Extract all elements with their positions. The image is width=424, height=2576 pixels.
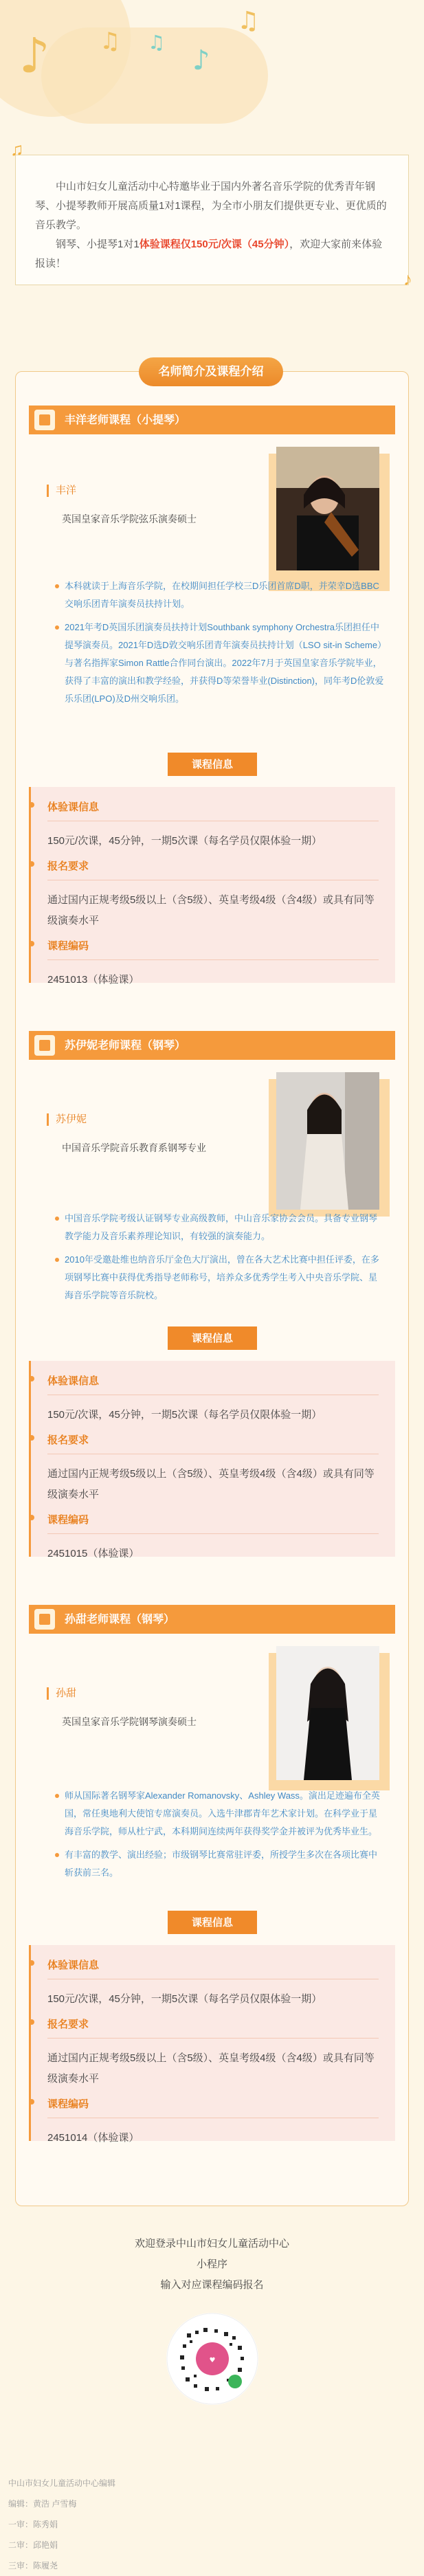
teacher-name: 丰洋 bbox=[47, 485, 76, 497]
teacher-title: 英国皇家音乐学院弦乐演奏硕士 bbox=[62, 513, 197, 524]
bio-item: 2021年考D英国乐团演奏员扶持计划Southbank symphony Orchestra乐团担任中提琴演奏员。2021年D选D敦交响乐团青年演奏员扶持计划（LSO sit-in Scheme）与著名指挥家Simon Rattle合作同台演出。2022年7月于英国皇家音乐学院毕业，获得了丰富的演出和教学经验，并获得D等荣誉毕业(Distinction)，同年考D伦敦爱乐乐团(LPO)及D州交响乐团。 bbox=[55, 619, 385, 708]
header-decoration bbox=[0, 0, 424, 137]
info-key: 报名要求 bbox=[47, 1432, 379, 1447]
music-note-icon: ♫ bbox=[100, 27, 121, 55]
bio-item: 2010年受邀赴维也纳音乐厅金色大厅演出，曾在各大艺术比赛中担任评委，在多项钢琴比赛中获得优秀指导老师称号，培养众多优秀学生考入中央音乐学院、星海音乐学院等音乐院校。 bbox=[55, 1251, 385, 1304]
info-value: 2451015（体验课） bbox=[47, 1548, 140, 1559]
teacher-bar: 孙甜老师课程（钢琴） bbox=[29, 1605, 395, 1634]
course-info bbox=[29, 1361, 395, 1557]
music-note-icon: ♪ bbox=[403, 269, 412, 289]
info-key: 课程编码 bbox=[47, 1512, 379, 1526]
course-info bbox=[29, 1945, 395, 2144]
info-value: 通过国内正规考级5级以上（含5级）、英皇考级4级（含4级）或具有同等级演奏水平 bbox=[47, 2052, 375, 2085]
info-key: 体验课信息 bbox=[47, 1373, 379, 1388]
info-key: 体验课信息 bbox=[47, 1957, 379, 1972]
bio-item: 本科就读于上海音乐学院，在校期间担任学校三D乐团首席D职，并荣幸D选BBC交响乐团青年演奏员扶持计划。 bbox=[55, 577, 385, 613]
credit-line: 中山市妇女儿童活动中心编辑 bbox=[8, 2478, 116, 2488]
info-value: 150元/次课，45分钟，一期5次课（每名学员仅限体验一期） bbox=[47, 1409, 322, 1421]
square-icon bbox=[34, 1609, 55, 1630]
info-value: 2451014（体验课） bbox=[47, 2132, 140, 2144]
info-value: 通过国内正规考级5级以上（含5级）、英皇考级4级（含4级）或具有同等级演奏水平 bbox=[47, 1468, 375, 1500]
teacher-name: 孙甜 bbox=[47, 1687, 76, 1700]
credit-line: 一审：陈秀娟 bbox=[8, 2520, 58, 2529]
info-tag: 课程信息 bbox=[168, 1911, 257, 1934]
music-note-icon: ♪ bbox=[192, 45, 210, 76]
teacher-photo bbox=[276, 1072, 379, 1210]
mini-program-qr-code[interactable] bbox=[166, 2313, 258, 2405]
teacher-bar: 苏伊妮老师课程（钢琴） bbox=[29, 1031, 395, 1060]
intro-paragraph: 中山市妇女儿童活动中心特邀毕业于国内外著名音乐学院的优秀青年钢琴、小提琴教师开展高质量1对1课程，为全市小朋友们提供更专业、更优质的音乐教学。 bbox=[35, 181, 387, 231]
info-key: 报名要求 bbox=[47, 2017, 379, 2031]
music-note-icon: ♫ bbox=[148, 31, 166, 54]
info-key: 体验课信息 bbox=[47, 799, 379, 814]
teacher-title: 中国音乐学院音乐教育系钢琴专业 bbox=[62, 1142, 206, 1153]
bio-item: 有丰富的教学、演出经验；市级钢琴比赛常驻评委，所授学生多次在各项比赛中斩获前三名。 bbox=[55, 1846, 385, 1882]
svg-text:♥: ♥ bbox=[209, 2357, 216, 2364]
info-value: 150元/次课，45分钟，一期5次课（每名学员仅限体验一期） bbox=[47, 835, 322, 847]
info-key: 课程编码 bbox=[47, 2096, 379, 2111]
info-value: 通过国内正规考级5级以上（含5级）、英皇考级4级（含4级）或具有同等级演奏水平 bbox=[47, 894, 375, 926]
music-note-icon: ♫ bbox=[10, 139, 24, 159]
teacher-name: 苏伊妮 bbox=[47, 1113, 87, 1126]
info-value: 2451013（体验课） bbox=[47, 974, 140, 986]
teacher-bio bbox=[55, 1210, 385, 1310]
square-icon bbox=[34, 1035, 55, 1056]
info-key: 报名要求 bbox=[47, 858, 379, 873]
square-icon bbox=[34, 410, 55, 430]
teacher-photo bbox=[276, 447, 379, 570]
credit-line: 二审：邱艳娟 bbox=[8, 2540, 58, 2550]
info-tag: 课程信息 bbox=[168, 753, 257, 776]
footer-line: 小程序 bbox=[196, 2258, 227, 2270]
credits bbox=[8, 2473, 115, 2576]
music-note-icon: ♫ bbox=[237, 7, 260, 35]
info-key: 课程编码 bbox=[47, 938, 379, 953]
footer-line: 欢迎登录中山市妇女儿童活动中心 bbox=[134, 2238, 289, 2250]
info-tag: 课程信息 bbox=[168, 1326, 257, 1350]
credit-line: 编辑：黄浩 卢雪梅 bbox=[8, 2499, 77, 2509]
teacher-bio bbox=[55, 577, 385, 713]
intro-paragraph-price: 钢琴、小提琴1对1体验课程仅150元/次课（45分钟），欢迎大家前来体验报读！ bbox=[35, 238, 383, 269]
teacher-photo bbox=[276, 1646, 379, 1780]
teacher-bio bbox=[55, 1787, 385, 1887]
bio-item: 师从国际著名钢琴家Alexander Romanovsky、Ashley Wass。演出足迹遍布全英国，常任奥地利大使馆专席演奏员。入选牛津郡青年艺术家计划。在科学业于星海音乐学院，师从杜宁武，本科期间连续两年获得奖学金并被评为优秀毕业生。 bbox=[55, 1787, 385, 1841]
music-note-icon: ♪ bbox=[19, 27, 50, 84]
section-title: 名师简介及课程介绍 bbox=[139, 357, 283, 386]
footer-line: 输入对应课程编码报名 bbox=[160, 2279, 264, 2291]
bio-item: 中国音乐学院考级认证钢琴专业高级教师，中山音乐家协会会员。具备专业钢琴教学能力及音乐素养理论知识，有较强的演奏能力。 bbox=[55, 1210, 385, 1245]
teacher-bar: 丰洋老师课程（小提琴） bbox=[29, 406, 395, 434]
course-info bbox=[29, 787, 395, 986]
credit-line: 三审：陈履尧 bbox=[8, 2561, 58, 2571]
intro-box bbox=[10, 139, 412, 289]
info-value: 150元/次课，45分钟，一期5次课（每名学员仅限体验一期） bbox=[47, 1993, 322, 2005]
teacher-title: 英国皇家音乐学院钢琴演奏硕士 bbox=[62, 1716, 197, 1727]
